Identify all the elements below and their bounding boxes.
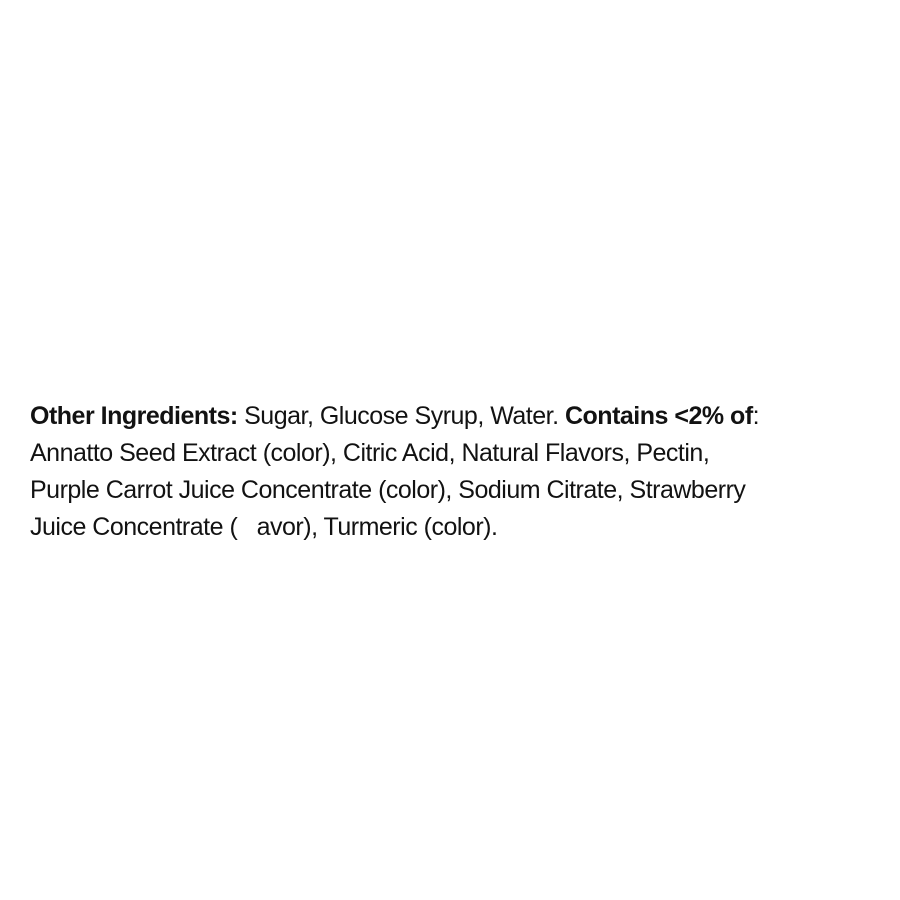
other-ingredients-heading: Other Ingredients: bbox=[30, 402, 238, 430]
ingredients-line-4: Juice Concentrate ( avor), Turmeric (color). bbox=[30, 513, 498, 541]
ingredients-line-1 bbox=[30, 398, 890, 435]
contains-colon: : bbox=[752, 402, 760, 430]
ingredients-list-part-1: Sugar, Glucose Syrup, Water. bbox=[237, 402, 565, 430]
ingredients-paragraph bbox=[30, 398, 890, 546]
ingredients-line-2: Annatto Seed Extract (color), Citric Acid, Natural Flavors, Pectin, bbox=[30, 439, 710, 467]
ingredients-line-3: Purple Carrot Juice Concentrate (color), Sodium Citrate, Strawberry bbox=[30, 476, 746, 504]
contains-heading: Contains <2% of bbox=[564, 402, 753, 430]
